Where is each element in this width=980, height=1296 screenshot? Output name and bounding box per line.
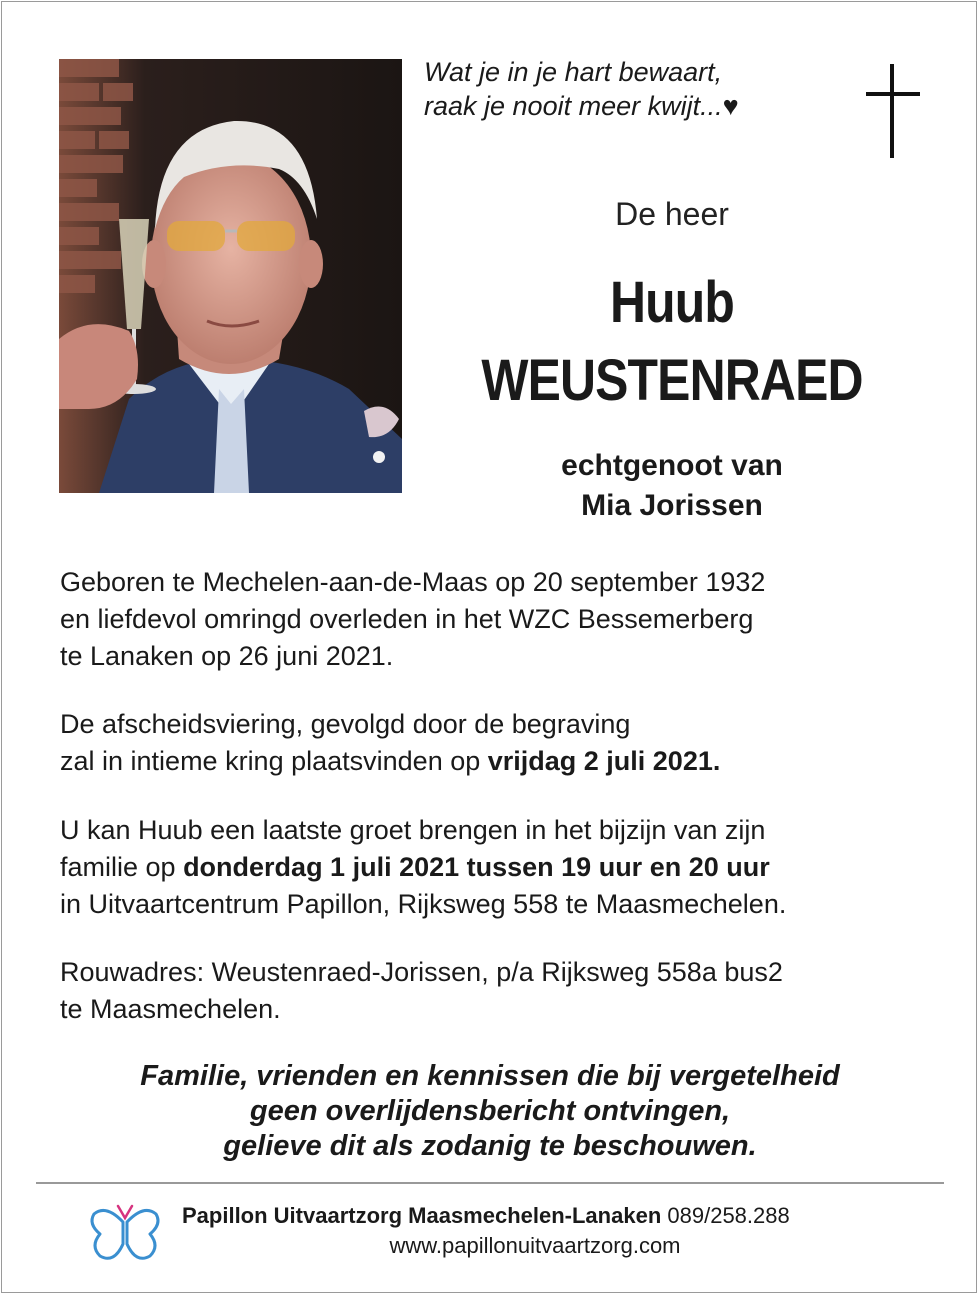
birth-line-1: Geboren te Mechelen-aan-de-Maas op 20 september 1932	[60, 567, 766, 597]
farewell-line-2	[60, 849, 940, 886]
farewell-paragraph	[60, 812, 940, 923]
company-phone[interactable]: 089/258.288	[667, 1203, 790, 1228]
quote-line-1: Wat je in je hart bewaart,	[424, 57, 723, 87]
closing-note	[60, 1059, 920, 1164]
ceremony-line-1: De afscheidsviering, gevolgd door de begraving	[60, 709, 631, 739]
footer-company-line	[182, 1202, 790, 1230]
company-website[interactable]: www.papillonuitvaartzorg.com	[389, 1233, 681, 1258]
farewell-line-2-text: familie op	[60, 852, 184, 882]
address-paragraph	[60, 954, 940, 1028]
title-prefix: De heer	[615, 196, 729, 232]
farewell-date: donderdag 1 juli 2021 tussen 19 uur en 20 uur	[183, 852, 770, 882]
footer-divider	[36, 1182, 944, 1184]
ceremony-date: vrijdag 2 juli 2021.	[487, 746, 721, 776]
cross-icon	[866, 64, 920, 158]
first-name: Huub	[609, 270, 734, 335]
birth-line-2: en liefdevol omringd overleden in het WZC Bessemerberg	[60, 604, 754, 634]
butterfly-logo-icon	[86, 1194, 164, 1268]
address-line-2: te Maasmechelen.	[60, 994, 281, 1024]
ceremony-line-2	[60, 743, 940, 780]
address-line-1: Rouwadres: Weustenraed-Jorissen, p/a Rijksweg 558a bus2	[60, 957, 783, 987]
company-name: Papillon Uitvaartzorg Maasmechelen-Lanaken	[182, 1203, 662, 1228]
ceremony-line-2-text: zal in intieme kring plaatsvinden op	[60, 746, 488, 776]
quote-line-2: raak je nooit meer kwijt...♥	[424, 91, 739, 121]
closing-line-3: gelieve dit als zodanig te beschouwen.	[223, 1130, 757, 1162]
memorial-quote	[424, 55, 844, 123]
farewell-line-3: in Uitvaartcentrum Papillon, Rijksweg 558 te Maasmechelen.	[60, 889, 787, 919]
last-name: WEUSTENRAED	[481, 348, 863, 413]
closing-line-1: Familie, vrienden en kennissen die bij vergetelheid	[140, 1060, 840, 1092]
farewell-line-1: U kan Huub een laatste groet brengen in het bijzijn van zijn	[60, 815, 766, 845]
spouse-name: Mia Jorissen	[581, 489, 763, 522]
birth-line-3: te Lanaken op 26 juni 2021.	[60, 641, 394, 671]
birth-paragraph	[60, 564, 940, 675]
closing-line-2: geen overlijdensbericht ontvingen,	[249, 1095, 731, 1127]
spouse-intro: echtgenoot van	[561, 449, 783, 482]
ceremony-paragraph	[60, 706, 940, 780]
portrait-photo	[59, 59, 402, 493]
